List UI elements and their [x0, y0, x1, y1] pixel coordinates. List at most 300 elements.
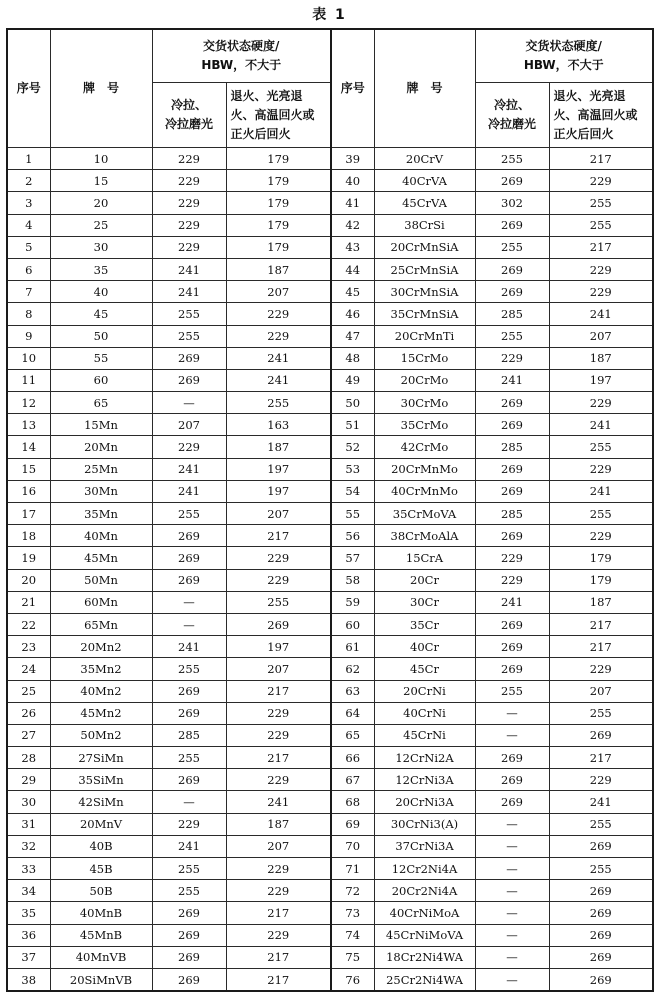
- left-hardness-cold-cell: —: [152, 613, 226, 635]
- left-hardness-anneal-cell: 255: [226, 591, 331, 613]
- left-seq-cell: 23: [7, 636, 50, 658]
- right-hardness-cold-cell: 269: [475, 613, 549, 635]
- left-seq-cell: 34: [7, 880, 50, 902]
- right-hardness-cold-cell: 255: [475, 325, 549, 347]
- right-hardness-anneal-cell: 229: [549, 658, 653, 680]
- right-hardness-anneal-cell: 255: [549, 192, 653, 214]
- right-hardness-anneal-cell: 229: [549, 769, 653, 791]
- right-grade-cell: 30CrMo: [374, 392, 475, 414]
- left-hardness-cold-cell: 241: [152, 835, 226, 857]
- right-hardness-anneal-cell: 229: [549, 170, 653, 192]
- left-hardness-anneal-cell: 197: [226, 458, 331, 480]
- right-hardness-cold-cell: —: [475, 880, 549, 902]
- left-grade-cell: 10: [50, 148, 152, 170]
- left-grade-cell: 60Mn: [50, 591, 152, 613]
- left-grade-cell: 65: [50, 392, 152, 414]
- left-seq-cell: 14: [7, 436, 50, 458]
- left-grade-cell: 55: [50, 347, 152, 369]
- left-hardness-anneal-cell: 229: [226, 858, 331, 880]
- header-cold-left: 冷拉、 冷拉磨光: [152, 83, 226, 148]
- right-grade-cell: 40CrVA: [374, 170, 475, 192]
- right-seq-cell: 53: [331, 458, 374, 480]
- right-hardness-cold-cell: 255: [475, 148, 549, 170]
- right-seq-cell: 40: [331, 170, 374, 192]
- table-row: [7, 458, 653, 480]
- left-grade-cell: 30: [50, 236, 152, 258]
- left-grade-cell: 20Mn: [50, 436, 152, 458]
- left-hardness-cold-cell: 269: [152, 369, 226, 391]
- left-grade-cell: 50Mn2: [50, 724, 152, 746]
- right-hardness-cold-cell: 269: [475, 747, 549, 769]
- right-hardness-cold-cell: 285: [475, 303, 549, 325]
- right-hardness-cold-cell: 229: [475, 569, 549, 591]
- right-hardness-cold-cell: 229: [475, 347, 549, 369]
- left-hardness-cold-cell: 229: [152, 170, 226, 192]
- left-hardness-anneal-cell: 187: [226, 258, 331, 280]
- right-seq-cell: 44: [331, 258, 374, 280]
- right-seq-cell: 65: [331, 724, 374, 746]
- left-hardness-anneal-cell: 217: [226, 902, 331, 924]
- left-hardness-anneal-cell: 217: [226, 747, 331, 769]
- left-seq-cell: 17: [7, 503, 50, 525]
- table-row: [7, 347, 653, 369]
- left-grade-cell: 15Mn: [50, 414, 152, 436]
- left-hardness-cold-cell: 229: [152, 192, 226, 214]
- left-hardness-anneal-cell: 229: [226, 569, 331, 591]
- left-hardness-anneal-cell: 229: [226, 325, 331, 347]
- left-grade-cell: 45: [50, 303, 152, 325]
- right-grade-cell: 20Cr: [374, 569, 475, 591]
- left-hardness-cold-cell: 269: [152, 769, 226, 791]
- left-hardness-cold-cell: 269: [152, 569, 226, 591]
- right-grade-cell: 15CrMo: [374, 347, 475, 369]
- left-hardness-anneal-cell: 229: [226, 303, 331, 325]
- left-seq-cell: 32: [7, 835, 50, 857]
- table-row: [7, 436, 653, 458]
- left-hardness-anneal-cell: 197: [226, 636, 331, 658]
- right-hardness-cold-cell: 269: [475, 769, 549, 791]
- right-seq-cell: 75: [331, 946, 374, 968]
- right-seq-cell: 58: [331, 569, 374, 591]
- right-grade-cell: 40CrNiMoA: [374, 902, 475, 924]
- right-hardness-cold-cell: 269: [475, 258, 549, 280]
- table-row: [7, 591, 653, 613]
- left-hardness-anneal-cell: 187: [226, 436, 331, 458]
- table-row: [7, 503, 653, 525]
- left-grade-cell: 35Mn2: [50, 658, 152, 680]
- left-seq-cell: 1: [7, 148, 50, 170]
- table-row: [7, 392, 653, 414]
- right-hardness-anneal-cell: 269: [549, 724, 653, 746]
- left-hardness-cold-cell: 269: [152, 968, 226, 991]
- left-hardness-anneal-cell: 229: [226, 702, 331, 724]
- right-seq-cell: 47: [331, 325, 374, 347]
- right-seq-cell: 43: [331, 236, 374, 258]
- left-grade-cell: 40MnVB: [50, 946, 152, 968]
- right-grade-cell: 18Cr2Ni4WA: [374, 946, 475, 968]
- left-grade-cell: 40B: [50, 835, 152, 857]
- left-grade-cell: 60: [50, 369, 152, 391]
- left-grade-cell: 30Mn: [50, 480, 152, 502]
- right-hardness-anneal-cell: 229: [549, 281, 653, 303]
- left-seq-cell: 38: [7, 968, 50, 991]
- table-row: [7, 924, 653, 946]
- right-seq-cell: 60: [331, 613, 374, 635]
- left-grade-cell: 50B: [50, 880, 152, 902]
- left-seq-cell: 9: [7, 325, 50, 347]
- right-seq-cell: 74: [331, 924, 374, 946]
- right-hardness-anneal-cell: 217: [549, 636, 653, 658]
- left-seq-cell: 33: [7, 858, 50, 880]
- right-hardness-cold-cell: 269: [475, 392, 549, 414]
- table-row: [7, 636, 653, 658]
- left-hardness-cold-cell: 229: [152, 813, 226, 835]
- left-seq-cell: 4: [7, 214, 50, 236]
- right-grade-cell: 20CrNi3A: [374, 791, 475, 813]
- left-grade-cell: 50: [50, 325, 152, 347]
- table-row: [7, 613, 653, 635]
- right-hardness-anneal-cell: 269: [549, 946, 653, 968]
- right-hardness-anneal-cell: 217: [549, 613, 653, 635]
- left-grade-cell: 40Mn2: [50, 680, 152, 702]
- left-hardness-anneal-cell: 179: [226, 170, 331, 192]
- left-grade-cell: 35Mn: [50, 503, 152, 525]
- right-seq-cell: 50: [331, 392, 374, 414]
- table-row: [7, 791, 653, 813]
- right-grade-cell: 35CrMnSiA: [374, 303, 475, 325]
- left-grade-cell: 15: [50, 170, 152, 192]
- right-grade-cell: 30CrMnSiA: [374, 281, 475, 303]
- table-row: [7, 769, 653, 791]
- right-grade-cell: 38CrMoAlA: [374, 525, 475, 547]
- left-hardness-anneal-cell: 255: [226, 392, 331, 414]
- table-row: [7, 902, 653, 924]
- left-grade-cell: 40MnB: [50, 902, 152, 924]
- left-hardness-cold-cell: 229: [152, 436, 226, 458]
- left-grade-cell: 40: [50, 281, 152, 303]
- right-seq-cell: 76: [331, 968, 374, 991]
- left-seq-cell: 20: [7, 569, 50, 591]
- right-hardness-anneal-cell: 217: [549, 747, 653, 769]
- left-hardness-anneal-cell: 187: [226, 813, 331, 835]
- right-hardness-anneal-cell: 179: [549, 569, 653, 591]
- right-hardness-anneal-cell: 241: [549, 480, 653, 502]
- right-hardness-anneal-cell: 255: [549, 858, 653, 880]
- left-grade-cell: 65Mn: [50, 613, 152, 635]
- left-hardness-anneal-cell: 217: [226, 946, 331, 968]
- left-grade-cell: 35SiMn: [50, 769, 152, 791]
- left-seq-cell: 12: [7, 392, 50, 414]
- right-hardness-anneal-cell: 255: [549, 436, 653, 458]
- left-hardness-cold-cell: 269: [152, 924, 226, 946]
- table-row: [7, 813, 653, 835]
- table-row: [7, 369, 653, 391]
- right-hardness-anneal-cell: 269: [549, 835, 653, 857]
- left-grade-cell: 20Mn2: [50, 636, 152, 658]
- table-row: [7, 281, 653, 303]
- right-hardness-cold-cell: 302: [475, 192, 549, 214]
- right-seq-cell: 72: [331, 880, 374, 902]
- left-hardness-anneal-cell: 179: [226, 148, 331, 170]
- left-seq-cell: 15: [7, 458, 50, 480]
- right-hardness-cold-cell: 229: [475, 547, 549, 569]
- table-row: [7, 192, 653, 214]
- left-hardness-anneal-cell: 217: [226, 525, 331, 547]
- right-grade-cell: 30CrNi3(A): [374, 813, 475, 835]
- right-hardness-cold-cell: 269: [475, 281, 549, 303]
- right-hardness-anneal-cell: 241: [549, 303, 653, 325]
- left-hardness-cold-cell: 255: [152, 658, 226, 680]
- right-hardness-cold-cell: —: [475, 724, 549, 746]
- right-grade-cell: 40CrMnMo: [374, 480, 475, 502]
- right-hardness-cold-cell: —: [475, 858, 549, 880]
- table-row: [7, 480, 653, 502]
- right-hardness-anneal-cell: 241: [549, 414, 653, 436]
- left-grade-cell: 25: [50, 214, 152, 236]
- right-hardness-anneal-cell: 229: [549, 458, 653, 480]
- right-hardness-anneal-cell: 269: [549, 902, 653, 924]
- right-seq-cell: 59: [331, 591, 374, 613]
- right-grade-cell: 35Cr: [374, 613, 475, 635]
- left-hardness-anneal-cell: 207: [226, 835, 331, 857]
- table-row: [7, 858, 653, 880]
- left-seq-cell: 18: [7, 525, 50, 547]
- right-seq-cell: 49: [331, 369, 374, 391]
- left-hardness-cold-cell: 255: [152, 503, 226, 525]
- right-hardness-cold-cell: 269: [475, 791, 549, 813]
- right-hardness-cold-cell: —: [475, 702, 549, 724]
- right-grade-cell: 45CrNiMoVA: [374, 924, 475, 946]
- table-row: [7, 880, 653, 902]
- right-seq-cell: 66: [331, 747, 374, 769]
- right-grade-cell: 20Cr2Ni4A: [374, 880, 475, 902]
- left-seq-cell: 26: [7, 702, 50, 724]
- table-row: [7, 658, 653, 680]
- right-hardness-cold-cell: —: [475, 946, 549, 968]
- right-seq-cell: 45: [331, 281, 374, 303]
- left-hardness-cold-cell: —: [152, 591, 226, 613]
- left-hardness-anneal-cell: 179: [226, 236, 331, 258]
- left-hardness-anneal-cell: 207: [226, 503, 331, 525]
- left-hardness-cold-cell: 241: [152, 258, 226, 280]
- right-hardness-cold-cell: 269: [475, 658, 549, 680]
- left-seq-cell: 8: [7, 303, 50, 325]
- left-seq-cell: 3: [7, 192, 50, 214]
- right-hardness-anneal-cell: 255: [549, 813, 653, 835]
- left-hardness-cold-cell: 285: [152, 724, 226, 746]
- right-grade-cell: 40Cr: [374, 636, 475, 658]
- right-seq-cell: 61: [331, 636, 374, 658]
- table-row: [7, 525, 653, 547]
- left-seq-cell: 11: [7, 369, 50, 391]
- right-hardness-cold-cell: 269: [475, 170, 549, 192]
- right-hardness-cold-cell: 269: [475, 414, 549, 436]
- left-seq-cell: 29: [7, 769, 50, 791]
- right-seq-cell: 54: [331, 480, 374, 502]
- right-grade-cell: 25CrMnSiA: [374, 258, 475, 280]
- left-hardness-cold-cell: 229: [152, 148, 226, 170]
- table-row: [7, 569, 653, 591]
- right-hardness-cold-cell: 285: [475, 503, 549, 525]
- left-seq-cell: 27: [7, 724, 50, 746]
- left-seq-cell: 36: [7, 924, 50, 946]
- right-grade-cell: 45CrVA: [374, 192, 475, 214]
- right-hardness-anneal-cell: 269: [549, 924, 653, 946]
- right-grade-cell: 20CrMnTi: [374, 325, 475, 347]
- left-hardness-cold-cell: 269: [152, 347, 226, 369]
- right-hardness-cold-cell: 241: [475, 591, 549, 613]
- left-grade-cell: 50Mn: [50, 569, 152, 591]
- right-hardness-cold-cell: 269: [475, 458, 549, 480]
- right-hardness-anneal-cell: 217: [549, 236, 653, 258]
- left-seq-cell: 16: [7, 480, 50, 502]
- left-seq-cell: 2: [7, 170, 50, 192]
- right-grade-cell: 12CrNi3A: [374, 769, 475, 791]
- left-seq-cell: 10: [7, 347, 50, 369]
- right-seq-cell: 55: [331, 503, 374, 525]
- left-grade-cell: 35: [50, 258, 152, 280]
- right-hardness-cold-cell: 269: [475, 525, 549, 547]
- right-hardness-anneal-cell: 255: [549, 702, 653, 724]
- right-grade-cell: 40CrNi: [374, 702, 475, 724]
- left-seq-cell: 21: [7, 591, 50, 613]
- left-hardness-cold-cell: 269: [152, 525, 226, 547]
- right-grade-cell: 20CrMnMo: [374, 458, 475, 480]
- right-hardness-anneal-cell: 269: [549, 968, 653, 991]
- right-seq-cell: 71: [331, 858, 374, 880]
- left-hardness-cold-cell: 229: [152, 214, 226, 236]
- table-row: [7, 303, 653, 325]
- right-seq-cell: 57: [331, 547, 374, 569]
- table-row: [7, 325, 653, 347]
- table-row: [7, 680, 653, 702]
- table-row: [7, 747, 653, 769]
- left-hardness-cold-cell: 255: [152, 325, 226, 347]
- right-hardness-cold-cell: 269: [475, 214, 549, 236]
- right-grade-cell: 42CrMo: [374, 436, 475, 458]
- table-row: [7, 236, 653, 258]
- right-hardness-anneal-cell: 217: [549, 148, 653, 170]
- left-grade-cell: 45Mn: [50, 547, 152, 569]
- left-seq-cell: 35: [7, 902, 50, 924]
- right-seq-cell: 69: [331, 813, 374, 835]
- right-hardness-cold-cell: 269: [475, 480, 549, 502]
- left-hardness-cold-cell: 255: [152, 747, 226, 769]
- left-seq-cell: 31: [7, 813, 50, 835]
- left-hardness-cold-cell: 241: [152, 480, 226, 502]
- right-hardness-cold-cell: 285: [475, 436, 549, 458]
- left-seq-cell: 25: [7, 680, 50, 702]
- header-cold-right: 冷拉、 冷拉磨光: [475, 83, 549, 148]
- table-row: [7, 724, 653, 746]
- left-hardness-cold-cell: 255: [152, 303, 226, 325]
- left-grade-cell: 25Mn: [50, 458, 152, 480]
- header-seq-left: 序号: [7, 29, 50, 148]
- table-row: [7, 946, 653, 968]
- left-seq-cell: 24: [7, 658, 50, 680]
- left-hardness-anneal-cell: 207: [226, 281, 331, 303]
- header-grade-right: 牌 号: [374, 29, 475, 148]
- table-header: [7, 29, 653, 148]
- right-seq-cell: 48: [331, 347, 374, 369]
- table-row: [7, 702, 653, 724]
- right-grade-cell: 20CrMnSiA: [374, 236, 475, 258]
- left-seq-cell: 13: [7, 414, 50, 436]
- left-hardness-anneal-cell: 241: [226, 369, 331, 391]
- left-hardness-cold-cell: 207: [152, 414, 226, 436]
- table-row: [7, 547, 653, 569]
- right-hardness-anneal-cell: 229: [549, 392, 653, 414]
- left-hardness-cold-cell: 269: [152, 902, 226, 924]
- table-body: [7, 148, 653, 992]
- left-seq-cell: 19: [7, 547, 50, 569]
- table-title: 表 1: [312, 7, 347, 23]
- right-hardness-anneal-cell: 241: [549, 791, 653, 813]
- header-hardness-left: 交货状态硬度/ HBW，不大于: [152, 29, 331, 83]
- left-hardness-cold-cell: 241: [152, 281, 226, 303]
- right-seq-cell: 67: [331, 769, 374, 791]
- right-seq-cell: 41: [331, 192, 374, 214]
- table-row: [7, 258, 653, 280]
- header-anneal-right: 退火、光亮退 火、高温回火或 正火后回火: [549, 83, 653, 148]
- right-grade-cell: 45CrNi: [374, 724, 475, 746]
- table-row: [7, 835, 653, 857]
- right-seq-cell: 52: [331, 436, 374, 458]
- header-grade-left: 牌 号: [50, 29, 152, 148]
- left-hardness-anneal-cell: 229: [226, 724, 331, 746]
- right-grade-cell: 12CrNi2A: [374, 747, 475, 769]
- left-hardness-cold-cell: 269: [152, 680, 226, 702]
- right-seq-cell: 62: [331, 658, 374, 680]
- right-grade-cell: 25Cr2Ni4WA: [374, 968, 475, 991]
- left-hardness-anneal-cell: 179: [226, 214, 331, 236]
- right-grade-cell: 20CrV: [374, 148, 475, 170]
- left-grade-cell: 42SiMn: [50, 791, 152, 813]
- table-row: [7, 968, 653, 991]
- left-hardness-anneal-cell: 229: [226, 547, 331, 569]
- right-grade-cell: 12Cr2Ni4A: [374, 858, 475, 880]
- left-hardness-cold-cell: 241: [152, 636, 226, 658]
- left-hardness-cold-cell: 241: [152, 458, 226, 480]
- left-grade-cell: 20SiMnVB: [50, 968, 152, 991]
- left-grade-cell: 20MnV: [50, 813, 152, 835]
- left-seq-cell: 30: [7, 791, 50, 813]
- right-seq-cell: 70: [331, 835, 374, 857]
- left-grade-cell: 45B: [50, 858, 152, 880]
- header-anneal-left: 退火、光亮退 火、高温回火或 正火后回火: [226, 83, 331, 148]
- left-hardness-anneal-cell: 241: [226, 791, 331, 813]
- right-hardness-cold-cell: —: [475, 835, 549, 857]
- left-seq-cell: 28: [7, 747, 50, 769]
- hardness-table: [6, 28, 654, 992]
- right-grade-cell: 20CrNi: [374, 680, 475, 702]
- left-grade-cell: 27SiMn: [50, 747, 152, 769]
- right-seq-cell: 63: [331, 680, 374, 702]
- left-hardness-cold-cell: 255: [152, 880, 226, 902]
- left-seq-cell: 7: [7, 281, 50, 303]
- left-grade-cell: 45MnB: [50, 924, 152, 946]
- left-hardness-cold-cell: —: [152, 791, 226, 813]
- right-hardness-anneal-cell: 207: [549, 680, 653, 702]
- right-seq-cell: 64: [331, 702, 374, 724]
- right-seq-cell: 46: [331, 303, 374, 325]
- right-hardness-anneal-cell: 269: [549, 880, 653, 902]
- right-hardness-anneal-cell: 255: [549, 214, 653, 236]
- right-hardness-cold-cell: 255: [475, 236, 549, 258]
- right-seq-cell: 42: [331, 214, 374, 236]
- right-hardness-cold-cell: 241: [475, 369, 549, 391]
- right-hardness-anneal-cell: 229: [549, 258, 653, 280]
